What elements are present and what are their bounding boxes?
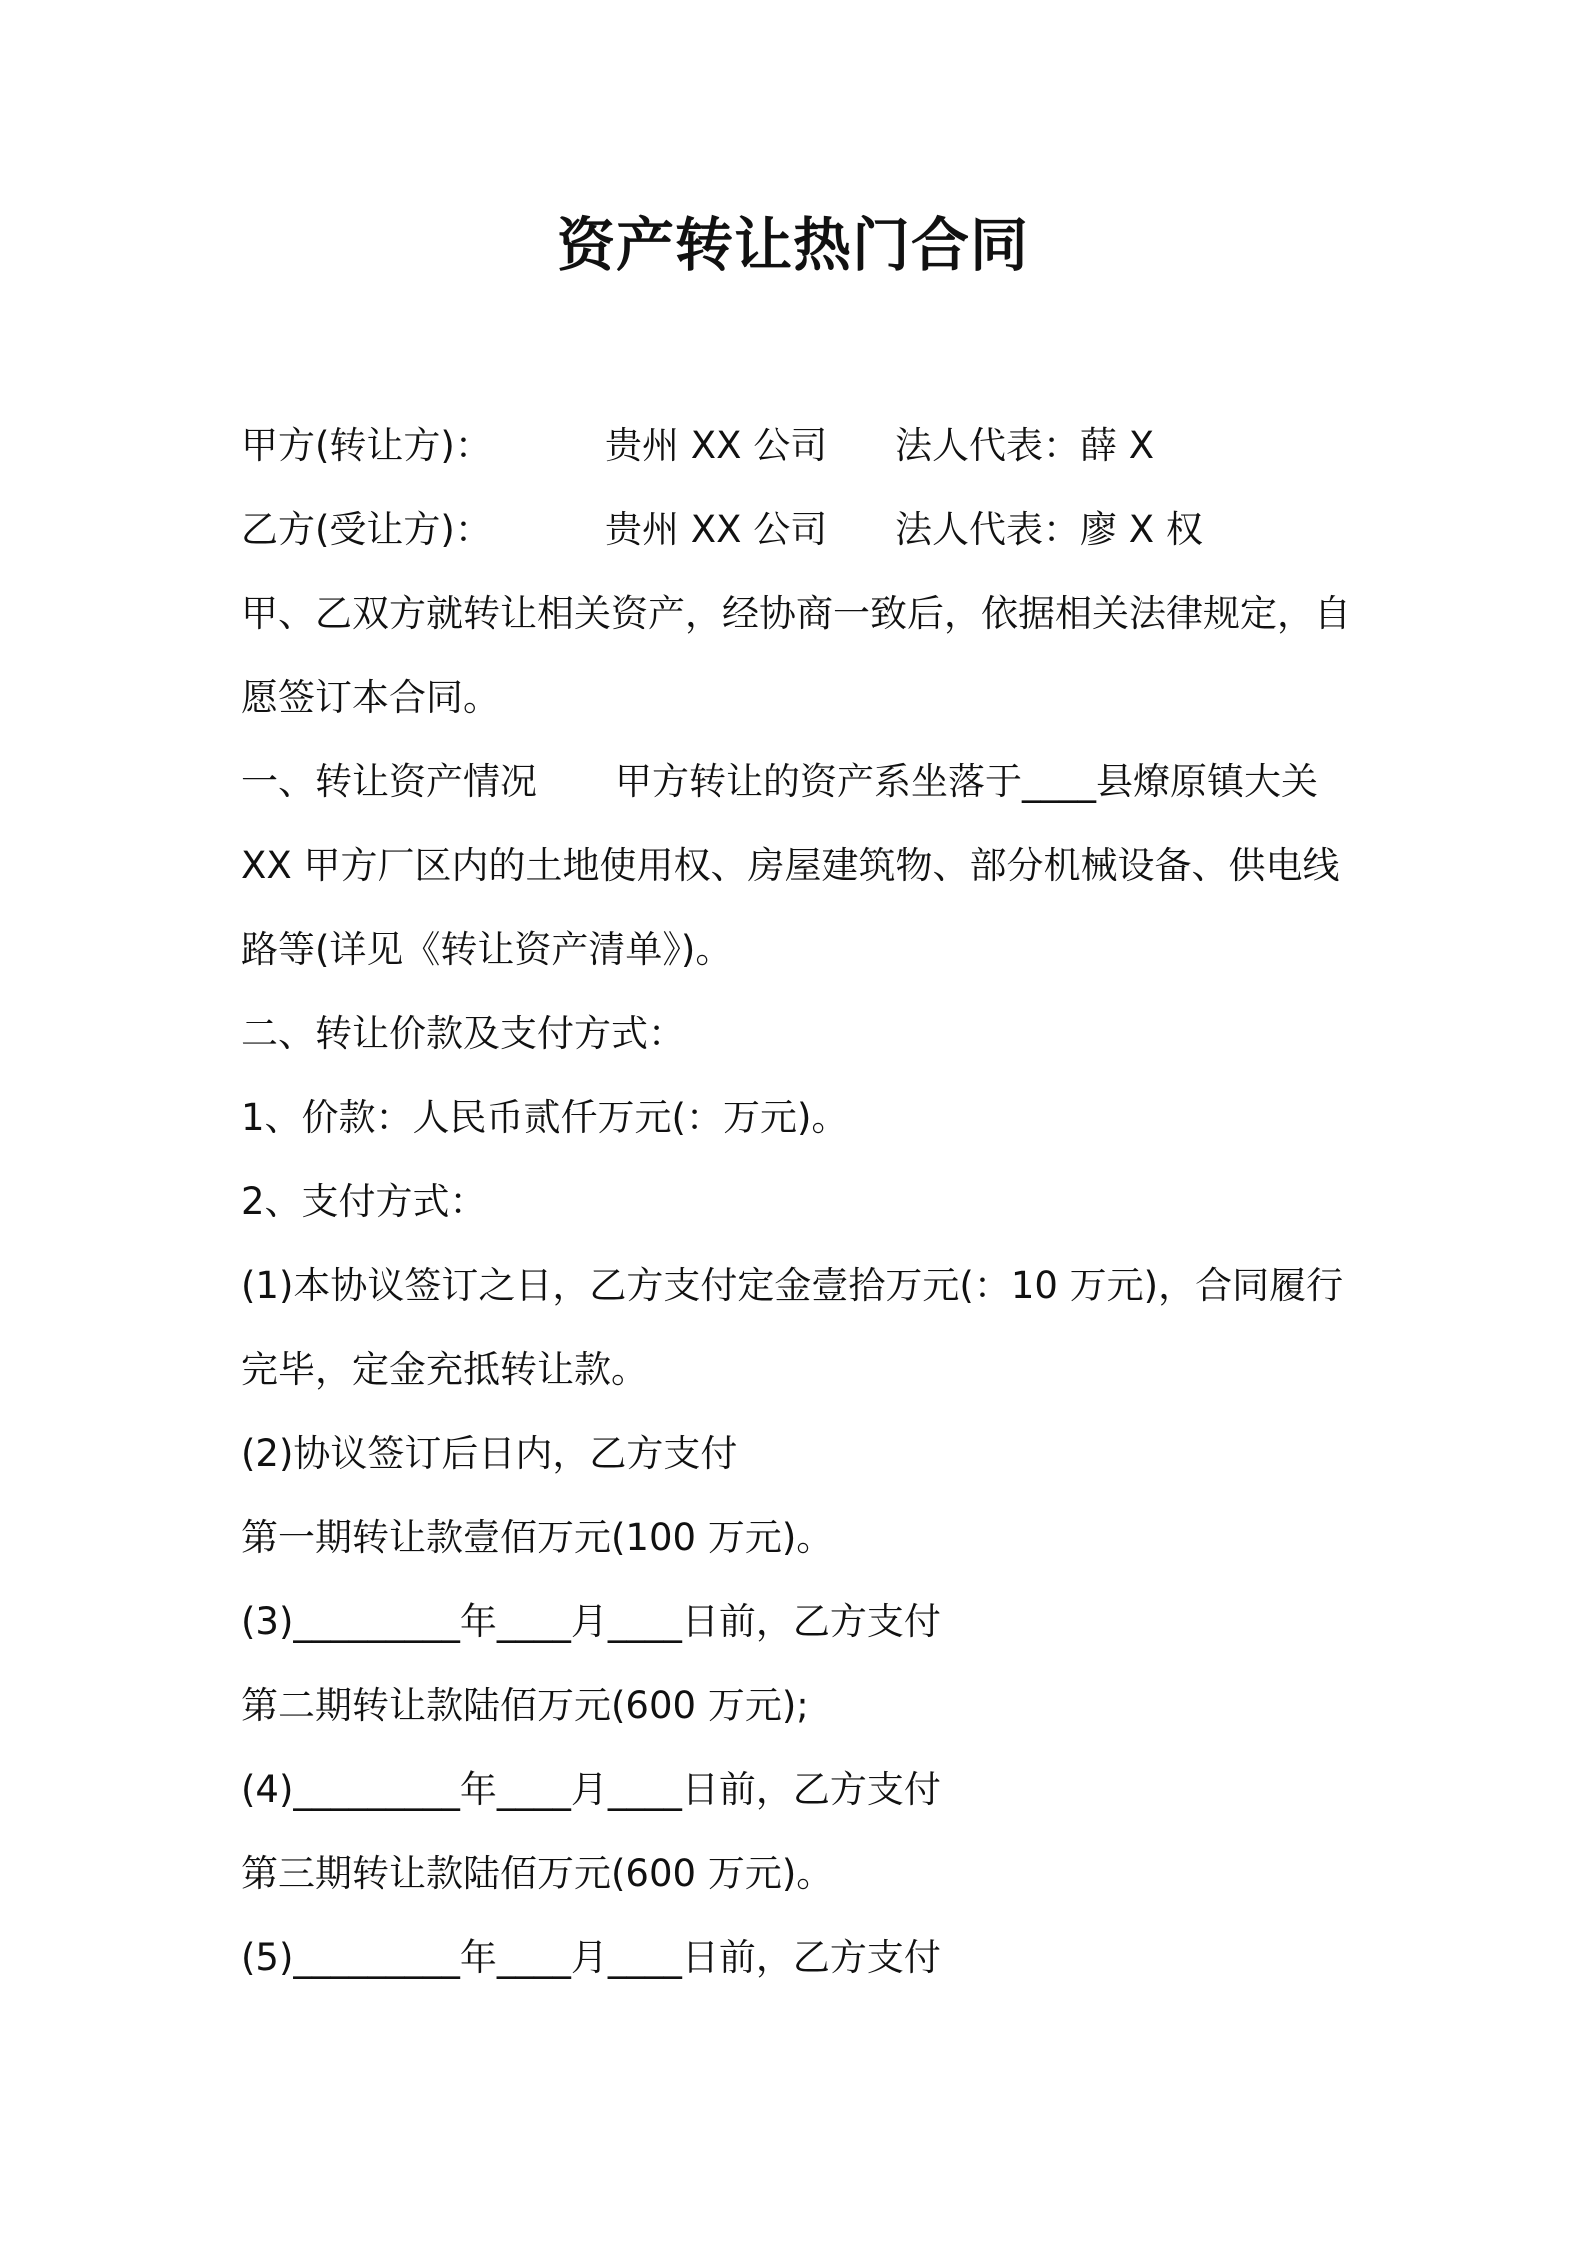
party-a-row (241, 404, 1361, 488)
party-a-representative: 法人代表：薛 X (895, 424, 1155, 467)
section1-heading: 一、转让资产情况 (241, 760, 537, 803)
payment-4-line-1: (4)_________年____月____日前，乙方支付 (241, 1768, 941, 1811)
payment-1-line-2: 完毕，定金充抵转让款。 (241, 1348, 648, 1391)
payment-1-line-1: (1)本协议签订之日，乙方支付定金壹拾万元(：10 万元)，合同履行 (241, 1264, 1344, 1307)
intro-line-2: 愿签订本合同。 (241, 676, 500, 719)
payment-3-line-2: 第二期转让款陆佰万元(600 万元); (241, 1684, 809, 1727)
payment-4-line-2: 第三期转让款陆佰万元(600 万元)。 (241, 1852, 834, 1895)
section2-heading: 二、转让价款及支付方式： (241, 1012, 685, 1055)
payment-2-line-1: (2)协议签订后日内，乙方支付 (241, 1432, 738, 1475)
intro-line-1: 甲、乙双方就转让相关资产，经协商一致后，依据相关法律规定，自 (241, 592, 1351, 635)
payment-3-line-1: (3)_________年____月____日前，乙方支付 (241, 1600, 941, 1643)
payment-5-line-1: (5)_________年____月____日前，乙方支付 (241, 1936, 941, 1979)
party-b-representative: 法人代表：廖 X 权 (895, 508, 1203, 551)
section1-line-3: 路等(详见《转让资产清单》)。 (241, 928, 733, 971)
price-clause: 1、价款：人民币贰仟万元(：万元)。 (241, 1096, 849, 1139)
payment-2-line-2: 第一期转让款壹佰万元(100 万元)。 (241, 1516, 834, 1559)
payment-method-heading: 2、支付方式： (241, 1180, 487, 1223)
section1-line-2: XX 甲方厂区内的土地使用权、房屋建筑物、部分机械设备、供电线 (241, 844, 1340, 887)
section1-text-start: 甲方转让的资产系坐落于____县燎原镇大关 (615, 760, 1318, 803)
document-body (241, 404, 1361, 2000)
party-a-role: 甲方(转让方)： (241, 424, 492, 467)
party-b-row (241, 488, 1361, 572)
party-b-role: 乙方(受让方)： (241, 508, 492, 551)
section1-line-1 (241, 740, 1361, 824)
party-b-company: 贵州 XX 公司 (605, 508, 828, 551)
document-title: 资产转让热门合同 (556, 211, 1029, 279)
party-a-company: 贵州 XX 公司 (605, 424, 828, 467)
